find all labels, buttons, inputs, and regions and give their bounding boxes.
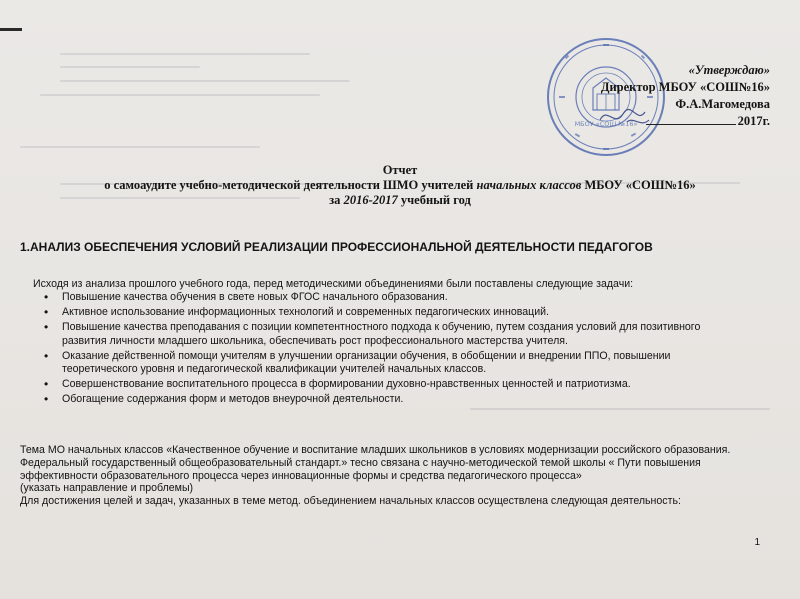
list-item: • Повышение качества обучения в свете новых ФГОС начального образования. — [44, 291, 744, 305]
approval-block — [601, 62, 770, 130]
paragraph: Для достижения целей и задач, указанных в теме метод. объединением начальных классов осуществлена следующая деятельность: — [20, 495, 681, 508]
page-number: 1 — [754, 537, 760, 548]
bleed-through-line — [20, 146, 260, 148]
list-item: • Повышение качества преподавания с позиции компетентностного подхода к обучению, путем создания условий для позитивного развития личности младшего школьника, обеспечивать рост профессионального мастерства учителя. — [44, 321, 744, 348]
list-item: • Оказание действенной помощи учителям в улучшении организации обучения, в обобщении и внедрении ППО, повышении теоретического уровня и педагогической квалификации учителей начальных классов. — [44, 350, 744, 377]
bleed-through-line — [470, 408, 770, 410]
approval-date: 2017г. — [601, 113, 770, 130]
bleed-through-line — [60, 53, 310, 55]
bleed-through-line — [40, 94, 320, 96]
task-list — [44, 291, 744, 408]
list-item: • Активное использование информационных технологий и современных педагогических инноваций. — [44, 306, 744, 320]
list-item: • Обогащение содержания форм и методов внеурочной деятельности. — [44, 393, 744, 407]
bleed-through-line — [60, 66, 200, 68]
paragraph: Тема МО начальных классов «Качественное обучение и воспитание младших школьников в условиях модернизации российского образования. — [20, 444, 731, 456]
report-title: Отчет — [382, 163, 418, 177]
paragraph: Федеральный государственный общеобразовательный стандарт.» тесно связана с научно-методической темой школы « Пути повышения эффективности образовательного процесса через инновационные формы и средства педагогического процесса» — [20, 456, 701, 482]
report-title-block — [0, 163, 800, 208]
approval-director: Директор МБОУ «СОШ№16» — [600, 80, 770, 94]
report-subtitle: о самоаудите учебно-методической деятельности ШМО учителей начальных классов МБОУ «СОШ№16» — [104, 178, 696, 192]
approval-name: Ф.А.Магомедова — [675, 97, 770, 111]
list-item: • Совершенствование воспитательного процесса в формировании духовно-нравственных ценностей и патриотизма. — [44, 378, 744, 392]
approval-heading: «Утверждаю» — [688, 63, 770, 77]
section-heading: 1.АНАЛИЗ ОБЕСПЕЧЕНИЯ УСЛОВИЙ РЕАЛИЗАЦИИ ПРОФЕССИОНАЛЬНОЙ ДЕЯТЕЛЬНОСТИ ПЕДАГОГОВ — [20, 240, 653, 254]
body-paragraphs — [20, 444, 760, 508]
report-year: за 2016-2017 учебный год — [329, 193, 471, 207]
date-line — [646, 124, 736, 125]
scan-mark — [0, 28, 22, 31]
paragraph: (указать направление и проблемы) — [20, 482, 194, 495]
intro-text: Исходя из анализа прошлого учебного года, перед методическими объединениями были поставлены следующие задачи: — [33, 278, 634, 290]
bleed-through-line — [60, 80, 350, 82]
stamp-text: МБОУ «СОШ №16» — [574, 120, 638, 128]
